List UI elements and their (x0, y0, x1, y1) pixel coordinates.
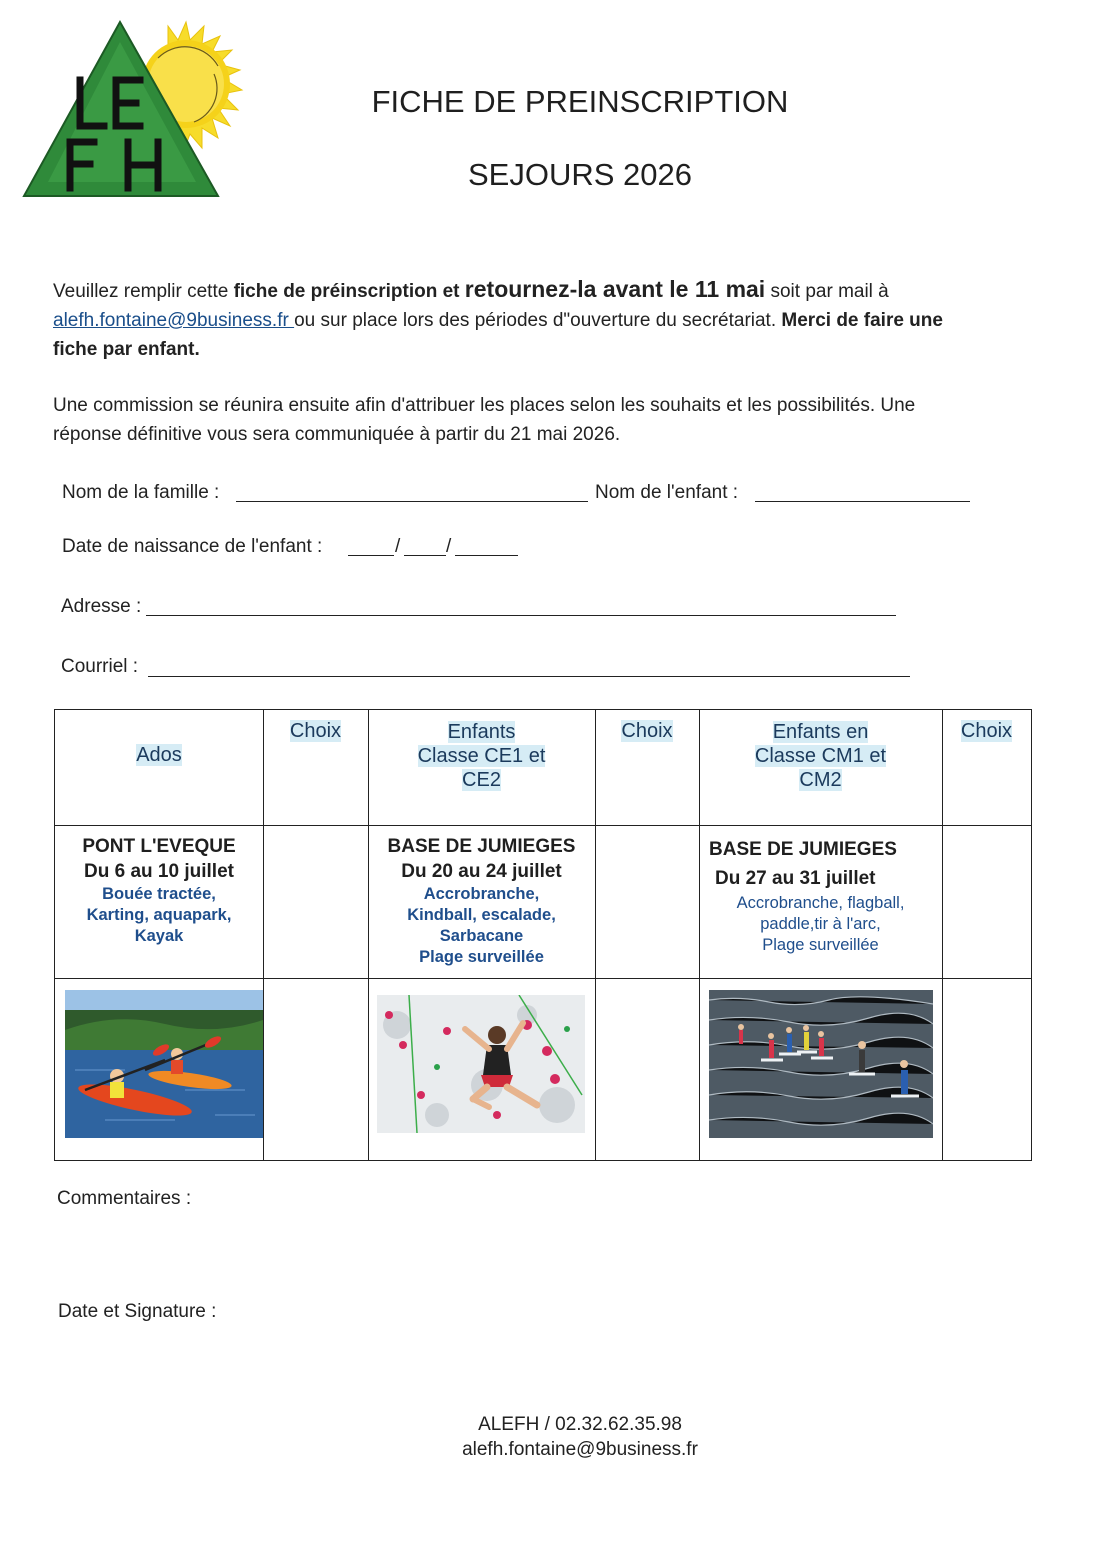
intro-bold-text: Merci de faire une (781, 310, 943, 331)
intro-text: ou sur place lors des périodes d"ouverture du secrétariat. (294, 310, 782, 331)
email-link[interactable]: alefh.fontaine@9business.fr (53, 310, 295, 331)
commission-text: Une commission se réunira ensuite afin d'attribuer les places selon les souhaits et les possibilités. Une (53, 395, 916, 416)
stay-description-ados (55, 834, 263, 947)
activity-item: Plage surveillée (419, 948, 544, 966)
footer-phone: ALEFH / 02.32.62.35.98 (478, 1414, 682, 1435)
deadline-text: retournez-la avant le 11 mai (464, 276, 766, 302)
activity-item: Accrobranche, flagball, (736, 894, 905, 912)
footer-email[interactable]: alefh.fontaine@9business.fr (462, 1439, 698, 1460)
date-separator: / (395, 536, 401, 557)
choice-checkbox-ce[interactable] (595, 826, 699, 978)
activity-item: Sarbacane (439, 927, 524, 945)
birth-date-label: Date de naissance de l'enfant : (62, 536, 323, 557)
stay-description-ce (368, 834, 595, 968)
page-title: FICHE DE PREINSCRIPTION (371, 84, 789, 119)
footer-contact (300, 1412, 860, 1462)
activity-item: Accrobranche, (423, 885, 540, 903)
stay-place: BASE DE JUMIEGES (387, 836, 576, 857)
comments-field[interactable] (57, 1215, 1032, 1285)
page-subtitle: SEJOURS 2026 (468, 157, 692, 192)
address-label: Adresse : (61, 596, 142, 617)
intro-bold-text: fiche par enfant. (53, 339, 200, 360)
activity-item: Plage surveillée (762, 936, 879, 954)
intro-text: Veuillez remplir cette (53, 281, 234, 302)
activity-item: Karting, aquapark, (86, 906, 232, 924)
email-label: Courriel : (61, 656, 139, 677)
commission-text: réponse définitive vous sera communiquée à partir du 21 mai 2026. (53, 424, 621, 445)
activity-item: paddle,tir à l'arc, (760, 915, 881, 933)
activity-item: Bouée tractée, (102, 885, 216, 903)
climbing-photo (377, 995, 585, 1133)
header-text: Enfants (447, 721, 516, 743)
activity-item: Kayak (134, 927, 184, 945)
family-name-label: Nom de la famille : (62, 482, 220, 503)
intro-text: soit par mail à (765, 281, 889, 302)
signature-field[interactable] (58, 1328, 1033, 1388)
header-text: Ados (136, 744, 182, 766)
birth-day-field[interactable] (348, 555, 394, 556)
stay-dates: Du 27 au 31 juillet (715, 868, 876, 889)
child-name-label: Nom de l'enfant : (595, 482, 739, 503)
header-text: Classe CE1 et (417, 745, 546, 767)
kayak-photo (65, 990, 263, 1138)
stay-description-cm (699, 837, 942, 956)
column-header-ce (368, 720, 595, 792)
alefh-logo (18, 18, 250, 203)
logo-graphic (18, 18, 250, 203)
header-text: Enfants en (772, 721, 869, 743)
date-separator: / (446, 536, 452, 557)
comments-label: Commentaires : (57, 1188, 192, 1209)
family-name-field[interactable] (236, 501, 588, 502)
stay-dates: Du 20 au 24 juillet (401, 861, 562, 882)
choice-checkbox-ados[interactable] (263, 826, 368, 978)
header-text: CE2 (462, 769, 501, 791)
choice-checkbox-cm[interactable] (942, 826, 1031, 978)
intro-bold-text: fiche de préinscription et (233, 281, 465, 302)
paddle-photo (709, 990, 933, 1138)
commission-paragraph (53, 391, 1031, 449)
stay-dates: Du 6 au 10 juillet (84, 861, 234, 882)
email-field[interactable] (148, 676, 910, 677)
intro-paragraph (53, 275, 1031, 364)
birth-year-field[interactable] (455, 555, 518, 556)
choice-header-text: Choix (621, 720, 673, 742)
stays-table (54, 709, 1032, 1161)
choice-header-text: Choix (289, 720, 342, 742)
activity-item: Kindball, escalade, (407, 906, 556, 924)
choice-header-text: Choix (960, 720, 1013, 742)
address-field[interactable] (146, 615, 896, 616)
choice-header (942, 720, 1031, 743)
choice-header (595, 720, 699, 743)
stay-place: PONT L'EVEQUE (82, 836, 236, 857)
birth-month-field[interactable] (404, 555, 446, 556)
stay-place: BASE DE JUMIEGES (709, 839, 897, 860)
child-name-field[interactable] (755, 501, 970, 502)
choice-header (263, 720, 368, 743)
signature-label: Date et Signature : (58, 1301, 217, 1322)
column-header-cm (699, 720, 942, 792)
header-text: CM2 (799, 769, 842, 791)
column-header-ados (55, 743, 263, 767)
header-text: Classe CM1 et (754, 745, 887, 767)
